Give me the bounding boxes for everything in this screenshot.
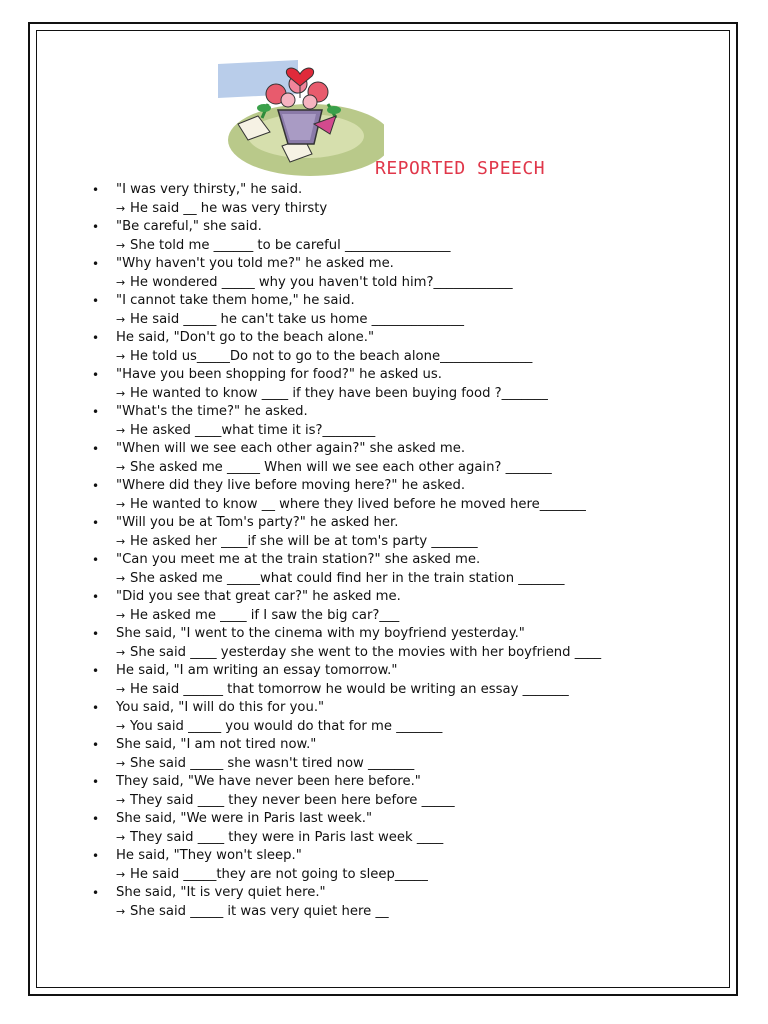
reported-speech-answer bbox=[92, 607, 712, 626]
bullet-icon: • bbox=[92, 627, 100, 641]
bullet-icon: • bbox=[92, 553, 100, 567]
bullet-icon: • bbox=[92, 442, 100, 456]
list-item bbox=[92, 292, 712, 329]
direct-speech-sentence: "I cannot take them home," he said. bbox=[116, 293, 355, 308]
arrow-right-icon: → bbox=[116, 793, 125, 807]
direct-speech-sentence: "Have you been shopping for food?" he asked us. bbox=[116, 367, 442, 382]
direct-speech-sentence: "Did you see that great car?" he asked me. bbox=[116, 589, 401, 604]
arrow-right-icon: → bbox=[116, 682, 125, 696]
list-item bbox=[92, 551, 712, 588]
arrow-right-icon: → bbox=[116, 534, 125, 548]
direct-speech-sentence: "When will we see each other again?" she asked me. bbox=[116, 441, 466, 456]
answer-text: He told us_____Do not to go to the beach alone______________ bbox=[130, 348, 533, 364]
bullet-icon: • bbox=[92, 664, 100, 678]
list-item bbox=[92, 810, 712, 847]
direct-speech-sentence: He said, "I am writing an essay tomorrow." bbox=[116, 663, 398, 678]
reported-speech-answer bbox=[92, 570, 712, 589]
answer-text: He wanted to know __ where they lived before he moved here_______ bbox=[130, 496, 586, 512]
answer-text: He wanted to know ____ if they have been buying food ?_______ bbox=[130, 385, 548, 401]
reported-speech-answer bbox=[92, 533, 712, 552]
reported-speech-answer bbox=[92, 385, 712, 404]
answer-text: He said ______ that tomorrow he would be writing an essay _______ bbox=[130, 681, 569, 697]
bullet-icon: • bbox=[92, 701, 100, 715]
direct-speech-sentence: "Will you be at Tom's party?" he asked her. bbox=[116, 515, 399, 530]
reported-speech-answer bbox=[92, 829, 712, 848]
reported-speech-answer bbox=[92, 792, 712, 811]
arrow-right-icon: → bbox=[116, 386, 125, 400]
reported-speech-answer bbox=[92, 311, 712, 330]
direct-speech-sentence: She said, "I am not tired now." bbox=[116, 737, 317, 752]
flower-bouquet-icon bbox=[218, 54, 384, 178]
page-title: REPORTED SPEECH bbox=[375, 158, 546, 179]
direct-speech-sentence: "Where did they live before moving here?" he asked. bbox=[116, 478, 466, 493]
arrow-right-icon: → bbox=[116, 275, 125, 289]
bullet-icon: • bbox=[92, 516, 100, 530]
reported-speech-answer bbox=[92, 718, 712, 737]
direct-speech-sentence: "Why haven't you told me?" he asked me. bbox=[116, 256, 394, 271]
answer-text: She said _____ it was very quiet here __ bbox=[130, 903, 389, 919]
reported-speech-answer bbox=[92, 903, 712, 922]
direct-speech-sentence: She said, "I went to the cinema with my boyfriend yesterday." bbox=[116, 626, 525, 641]
direct-speech-sentence: You said, "I will do this for you." bbox=[116, 700, 325, 715]
bullet-icon: • bbox=[92, 590, 100, 604]
answer-text: He said _____ he can't take us home ______________ bbox=[130, 311, 464, 327]
bullet-icon: • bbox=[92, 812, 100, 826]
bullet-icon: • bbox=[92, 405, 100, 419]
direct-speech-sentence: "What's the time?" he asked. bbox=[116, 404, 308, 419]
answer-text: She said ____ yesterday she went to the movies with her boyfriend ____ bbox=[130, 644, 602, 660]
list-item bbox=[92, 884, 712, 921]
reported-speech-answer bbox=[92, 681, 712, 700]
bullet-icon: • bbox=[92, 183, 100, 197]
bullet-icon: • bbox=[92, 849, 100, 863]
answer-text: He asked me ____ if I saw the big car?___ bbox=[130, 607, 400, 623]
list-item bbox=[92, 403, 712, 440]
answer-text: They said ____ they never been here before _____ bbox=[130, 792, 455, 808]
list-item bbox=[92, 477, 712, 514]
reported-speech-answer bbox=[92, 866, 712, 885]
arrow-right-icon: → bbox=[116, 719, 125, 733]
arrow-right-icon: → bbox=[116, 756, 125, 770]
arrow-right-icon: → bbox=[116, 238, 125, 252]
direct-speech-sentence: She said, "We were in Paris last week." bbox=[116, 811, 373, 826]
direct-speech-sentence: "Can you meet me at the train station?" she asked me. bbox=[116, 552, 481, 567]
direct-speech-sentence: He said, "They won't sleep." bbox=[116, 848, 302, 863]
bullet-icon: • bbox=[92, 331, 100, 345]
arrow-right-icon: → bbox=[116, 904, 125, 918]
reported-speech-answer bbox=[92, 496, 712, 515]
answer-text: He asked her ____if she will be at tom's party _______ bbox=[130, 533, 478, 549]
bullet-icon: • bbox=[92, 775, 100, 789]
arrow-right-icon: → bbox=[116, 571, 125, 585]
reported-speech-answer bbox=[92, 459, 712, 478]
arrow-right-icon: → bbox=[116, 608, 125, 622]
bullet-icon: • bbox=[92, 479, 100, 493]
answer-text: She asked me _____what could find her in the train station _______ bbox=[130, 570, 565, 586]
list-item bbox=[92, 773, 712, 810]
list-item bbox=[92, 699, 712, 736]
reported-speech-answer bbox=[92, 200, 712, 219]
list-item bbox=[92, 329, 712, 366]
direct-speech-sentence: "Be careful," she said. bbox=[116, 219, 262, 234]
arrow-right-icon: → bbox=[116, 201, 125, 215]
list-item bbox=[92, 440, 712, 477]
list-item bbox=[92, 588, 712, 625]
arrow-right-icon: → bbox=[116, 497, 125, 511]
bullet-icon: • bbox=[92, 368, 100, 382]
reported-speech-answer bbox=[92, 237, 712, 256]
arrow-right-icon: → bbox=[116, 423, 125, 437]
answer-text: She told me ______ to be careful ________________ bbox=[130, 237, 451, 253]
exercise-list bbox=[92, 181, 712, 921]
answer-text: He said __ he was very thirsty bbox=[130, 200, 328, 216]
arrow-right-icon: → bbox=[116, 645, 125, 659]
list-item bbox=[92, 847, 712, 884]
reported-speech-answer bbox=[92, 644, 712, 663]
list-item bbox=[92, 514, 712, 551]
direct-speech-sentence: He said, "Don't go to the beach alone." bbox=[116, 330, 375, 345]
list-item bbox=[92, 625, 712, 662]
answer-text: He wondered _____ why you haven't told him?____________ bbox=[130, 274, 513, 290]
arrow-right-icon: → bbox=[116, 867, 125, 881]
list-item bbox=[92, 218, 712, 255]
direct-speech-sentence: "I was very thirsty," he said. bbox=[116, 182, 303, 197]
answer-text: She said _____ she wasn't tired now _______ bbox=[130, 755, 415, 771]
answer-text: She asked me _____ When will we see each other again? _______ bbox=[130, 459, 552, 475]
answer-text: He asked ____what time it is?________ bbox=[130, 422, 376, 438]
arrow-right-icon: → bbox=[116, 312, 125, 326]
answer-text: You said _____ you would do that for me _______ bbox=[130, 718, 443, 734]
arrow-right-icon: → bbox=[116, 830, 125, 844]
direct-speech-sentence: They said, "We have never been here before." bbox=[116, 774, 421, 789]
arrow-right-icon: → bbox=[116, 349, 125, 363]
bullet-icon: • bbox=[92, 738, 100, 752]
answer-text: They said ____ they were in Paris last week ____ bbox=[130, 829, 444, 845]
list-item bbox=[92, 736, 712, 773]
bullet-icon: • bbox=[92, 886, 100, 900]
bullet-icon: • bbox=[92, 257, 100, 271]
answer-text: He said _____they are not going to sleep_____ bbox=[130, 866, 428, 882]
arrow-right-icon: → bbox=[116, 460, 125, 474]
list-item bbox=[92, 255, 712, 292]
reported-speech-answer bbox=[92, 348, 712, 367]
reported-speech-answer bbox=[92, 274, 712, 293]
reported-speech-answer bbox=[92, 755, 712, 774]
list-item bbox=[92, 181, 712, 218]
list-item bbox=[92, 662, 712, 699]
list-item bbox=[92, 366, 712, 403]
bullet-icon: • bbox=[92, 220, 100, 234]
bullet-icon: • bbox=[92, 294, 100, 308]
reported-speech-answer bbox=[92, 422, 712, 441]
direct-speech-sentence: She said, "It is very quiet here." bbox=[116, 885, 326, 900]
